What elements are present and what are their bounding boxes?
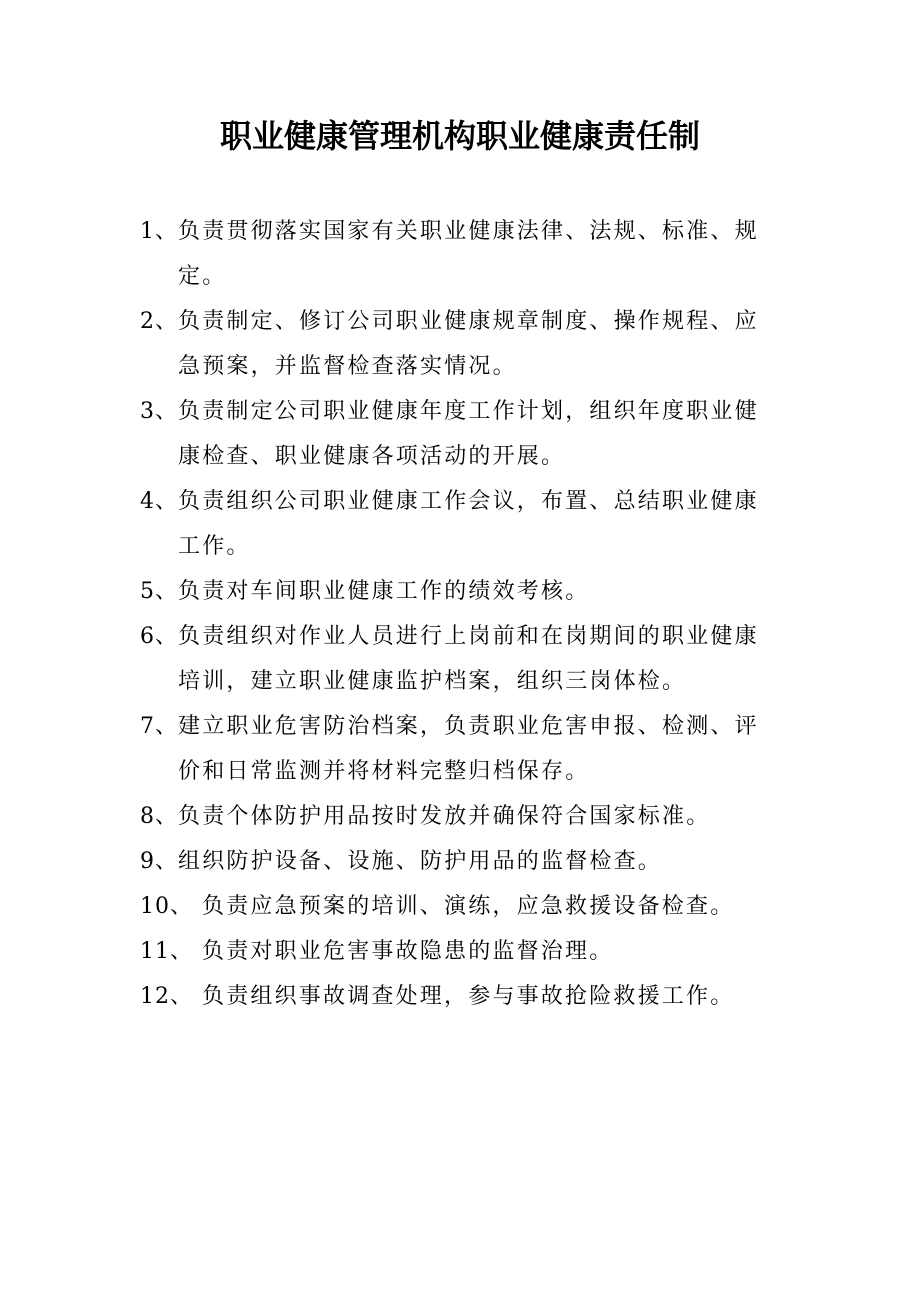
list-item [140, 479, 776, 569]
item-text: 负责制定、修订公司职业健康规章制度、操作规程、应急预案，并监督检查落实情况。 [178, 309, 759, 379]
item-number: 7、 [140, 714, 178, 739]
item-text: 负责应急预案的培训、演练，应急救援设备检查。 [202, 894, 735, 919]
item-text: 负责制定公司职业健康年度工作计划，组织年度职业健康检查、职业健康各项活动的开展。 [178, 399, 759, 469]
list-item [140, 929, 776, 974]
list-item [140, 299, 776, 389]
item-number: 12、 [140, 984, 193, 1009]
item-text: 负责组织事故调查处理，参与事故抢险救援工作。 [202, 984, 735, 1009]
item-text: 负责组织公司职业健康工作会议，布置、总结职业健康工作。 [178, 489, 759, 559]
item-text: 负责组织对作业人员进行上岗前和在岗期间的职业健康培训，建立职业健康监护档案，组织三岗体检。 [178, 624, 759, 694]
item-number: 9、 [140, 849, 178, 874]
list-item [140, 569, 776, 614]
item-number: 10、 [140, 894, 193, 919]
item-text: 负责对职业危害事故隐患的监督治理。 [202, 939, 614, 964]
page-title: 职业健康管理机构职业健康责任制 [219, 117, 700, 155]
item-number: 3、 [140, 399, 178, 424]
item-number: 5、 [140, 579, 178, 604]
item-text: 负责对车间职业健康工作的绩效考核。 [178, 579, 590, 604]
item-number: 2、 [140, 309, 178, 334]
item-number: 6、 [140, 624, 178, 649]
item-text: 建立职业危害防治档案，负责职业危害申报、检测、评价和日常监测并将材料完整归档保存。 [178, 714, 759, 784]
duty-list [140, 209, 776, 1019]
list-item [140, 884, 776, 929]
list-item [140, 614, 776, 704]
list-item [140, 794, 776, 839]
item-number: 8、 [140, 804, 178, 829]
list-item [140, 974, 776, 1019]
item-number: 4、 [140, 489, 178, 514]
list-item [140, 389, 776, 479]
list-item [140, 209, 776, 299]
item-text: 组织防护设备、设施、防护用品的监督检查。 [178, 849, 663, 874]
list-item [140, 704, 776, 794]
item-number: 11、 [140, 939, 193, 964]
item-number: 1、 [140, 219, 178, 244]
list-item [140, 839, 776, 884]
item-text: 负责个体防护用品按时发放并确保符合国家标准。 [178, 804, 711, 829]
item-text: 负责贯彻落实国家有关职业健康法律、法规、标准、规定。 [178, 219, 759, 289]
